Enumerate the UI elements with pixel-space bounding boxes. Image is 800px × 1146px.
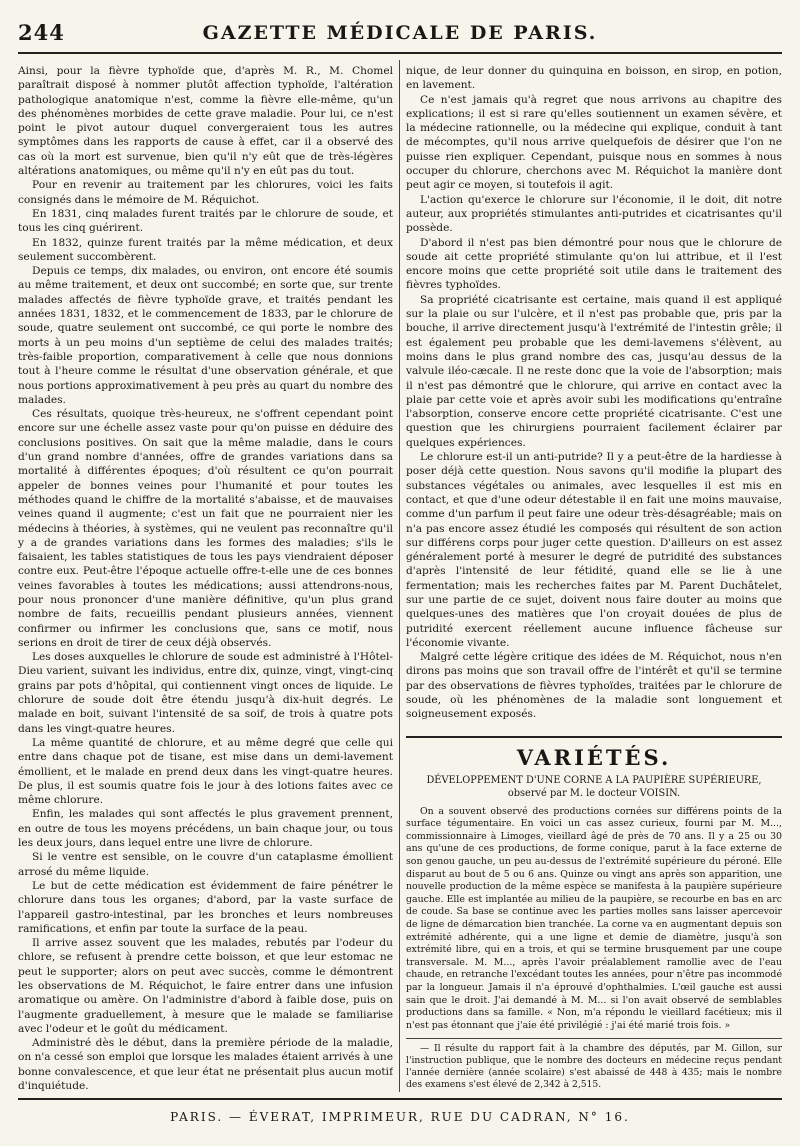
section-title-varietes: VARIÉTÉS. (516, 744, 672, 770)
paragraph: Malgré cette légère critique des idées de M. Réquichot, nous n'en dirons pas moins que son travail offre de l'intérêt et qu'il se termine par des observations de fièvres typhoïdes, traitées par le chlorure de soude, où les phénomènes de la maladie sont longuement et soigneusement exposés. (406, 651, 782, 721)
section-divider (406, 736, 782, 738)
paragraph: D'abord il n'est pas bien démontré pour nous que le chlorure de soude ait cette propriété stimulante qu'on lui attribue, et il l'est encore moins que cette propriété soit utile dans le traitement des fièvres typhoïdes. (406, 236, 782, 292)
paragraph: La même quantité de chlorure, et au même degré que celle qui entre dans chaque pot de tisane, est mise dans un demi-lavement émollient, et le malade en prend deux dans les vingt-quatre heures. De plus, il est soumis quatre fois le jour à des lotions faites avec ce même chlorure. (18, 736, 393, 807)
paragraph: Il arrive assez souvent que les malades, rebutés par l'odeur du chlore, se refusent à prendre cette boisson, et que leur estomac ne peut le supporter; alors on peut avec succès, comme le démontrent les observations de M. Réquichot, le faire entrer dans une infusion aromatique ou amère. On l'administre d'abord à faible dose, puis on l'augmente graduellement, à mesure que le malade se familiarise avec l'odeur et le goût du médicament. (18, 937, 393, 1035)
paragraph: Le but de cette médication est évidemment de faire pénétrer le chlorure dans tous les organes; d'abord, par la vaste surface de l'appareil gastro-intestinal, par les bronches et leurs nombreuses ramifications, et enfin par toute la surface de la peau. (18, 879, 393, 935)
journal-title: GAZETTE MÉDICALE DE PARIS. (202, 22, 598, 44)
page-header (18, 18, 782, 54)
paragraph: En 1831, cinq malades furent traités par le chlorure de soude, et tous les cinq guérirent. (18, 207, 393, 235)
paragraph: Sa propriété cicatrisante est certaine, mais quand il est appliqué sur la plaie ou sur l'ulcère, et il n'est pas probable que, pris par la bouche, il arrive directement jusqu'à l'extrémité de l'intestin grêle; il est également peu probable que les demi-lavemens s'élèvent, au moins dans le plus grand nombre des cas, jusqu'au dessus de la valvule iléo-cæcale. Il ne reste donc que la voie de l'absorption; mais il n'est pas démontré que le chlorure, qui arrive en contact avec la plaie par cette voie et après avoir subi les modifications qu'entraîne l'absorption, conserve encore cette propriété cicatrisante. C'est une question que les chirurgiens pourraient facilement éclairer par quelques expériences. (406, 293, 782, 449)
article-title: DÉVELOPPEMENT D'UNE CORNE A LA PAUPIÈRE SUPÉRIEURE, observé par M. le docteur VOISIN. (426, 774, 762, 799)
paragraph: Enfin, les malades qui sont affectés le plus gravement prennent, en outre de tous les moyens précédens, un bain chaque jour, ou tous les deux jours, dans lequel entre une livre de chlorure. (18, 808, 393, 850)
article-body: On a souvent observé des productions cornées sur différens points de la surface tégumentaire. En voici un cas assez curieux, fourni par M. M..., commissionnaire à Limoges, vieillard âgé de près de 70 ans. Il y a 25 ou 30 ans qu'une de ces productions, de forme conique, parut à la face externe de son genou gauche, un peu au-dessus de l'extrémité supérieure du péroné. Elle disparut au bout de 5 ou 6 ans. Quinze ou vingt ans après son apparition, une nouvelle production de la même espèce se manifesta à la paupière supérieure gauche. Elle est implantée au milieu de la paupière, se recourbe en bas en arc de coude. Sa base se continue avec les parties molles sans laisser apercevoir de ligne de démarcation bien tranchée. La corne va en augmentant depuis son extrémité adhérente, qui a une ligne et demie de diamètre, jusqu'à son extrémité libre, qui en a trois, et qui se termine brusquement par une coupe transversale. M. M..., après l'avoir préalablement ramollie avec de l'eau chaude, en retranche l'excédant toutes les années, pour n'être pas incommodé par la longueur. Jamais il n'a éprouvé d'ophthalmies. L'œil gauche est aussi sain que le droit. J'ai demandé à M. M... si l'on avait observé de semblables productions dans sa famille. « Non, m'a répondu le vieillard facétieux; mis il n'est pas étonnant que j'aie été privilégié : j'ai été marié trois fois. » (406, 805, 782, 1031)
page-number: 244 (18, 20, 65, 45)
paragraph: Les doses auxquelles le chlorure de soude est administré à l'Hôtel-Dieu varient, suivant les individus, entre dix, quinze, vingt, vingt-cinq grains par pots d'hôpital, qui contiennent vingt onces de liquide. Le chlorure de soude doit être étendu jusqu'à dix-huit degrés. Le malade en boit, suivant l'intensité de sa soif, de trois à quatre pots dans les vingt-quatre heures. (18, 651, 393, 735)
paragraph: L'action qu'exerce le chlorure sur l'économie, il le doit, dit notre auteur, aux propriétés stimulantes anti-putrides et cicatrisantes qu'il possède. (406, 193, 782, 235)
paragraph: Pour en revenir au traitement par les chlorures, voici les faits consignés dans le mémoire de M. Réquichot. (18, 179, 393, 206)
paragraph: Ce n'est jamais qu'à regret que nous arrivons au chapitre des explications; il est si rare qu'elles soutiennent un examen sévère, et la médecine rationnelle, ou la médecine qui explique, conduit à tant de mécomptes, qu'il nous arrive quelquefois de désirer que l'on ne puisse rien expliquer. Cependant, puisque nous en sommes à nous occuper du chlorure, cherchons avec M. Réquichot la manière dont peut agir ce moyen, si toutefois il agit. (406, 93, 782, 192)
page-footer: PARIS. — ÉVERAT, IMPRIMEUR, RUE DU CADRAN, N° 16. (18, 1098, 782, 1124)
paragraph: Depuis ce temps, dix malades, ou environ, ont encore été soumis au même traitement, et deux ont succombé; en sorte que, sur trente malades affectés de fièvre typhoïde grave, et traités pendant les années 1831, 1832, et le commencement de 1833, par le chlorure de soude, quatre seulement ont succombé, ce qui porte le nombre des morts à un peu moins d'un septième de celui des malades traités; très-faible proportion, comparativement à celle que nous donnions tout à l'heure comme le résultat d'une observation générale, et que nous portions approximativement à peu près au quart du nombre des malades. (18, 265, 393, 406)
paragraph: Ces résultats, quoique très-heureux, ne s'offrent cependant point encore sur une échelle assez vaste pour qu'on puisse en déduire des conclusions positives. On sait que la même maladie, dans le cours d'un grand nombre d'années, offre de grandes variations dans sa mortalité à différentes époques; d'où résultent ce qu'on pourrait appeler de bonnes veines pour l'humanité et pour toutes les méthodes quand le chiffre de la mortalité s'abaisse, et de mauvaises veines quand il augmente; c'est un fait que ne pourraient nier les médecins à théories, à systèmes, qui ne veulent pas reconnaître qu'il y a de grandes variations dans les formes des maladies; s'ils le faisaient, les tables statistiques de tous les pays viendraient déposer contre eux. Peut-être l'époque actuelle offre-t-elle une de ces bonnes veines favorables à toutes les médications; aussi attendrons-nous, pour nous prononcer d'une manière définitive, qu'un plus grand nombre de faits, recueillis pendant plusieurs années, viennent confirmer ou infirmer les conclusions que, sans ce motif, nous serions en droit de tirer de ceux déjà observés. (18, 408, 393, 649)
paragraph: En 1832, quinze furent traités par la même médication, et deux seulement succombèrent. (18, 236, 393, 263)
footnote-divider (406, 1038, 782, 1039)
left-column (18, 64, 393, 1092)
column-rule (399, 60, 400, 1092)
paragraph: Si le ventre est sensible, on le couvre d'un cataplasme émollient arrosé du même liquide. (18, 851, 393, 878)
footnote: — Il résulte du rapport fait à la chambre des députés, par M. Gillon, sur l'instruction publique, que le nombre des docteurs en médecine reçus pendant l'année dernière (année scolaire) s'est abaissé de 448 à 435; mais le nombre des examens s'est élevé de 2,342 à 2,515. (406, 1043, 782, 1091)
paragraph: Ainsi, pour la fièvre typhoïde que, d'après M. R., M. Chomel paraîtrait disposé à nommer plutôt affection typhoïde, l'altération pathologique anatomique n'est, comme la fièvre elle-même, qu'un des phénomènes morbides de cette grave maladie. Pour lui, ce n'est point le pivot autour duquel convergeraient tous les autres symptômes dans les rapports de cause à effet, car il a observé des cas où la mort est survenue, bien qu'il n'y eût que de très-légères altérations anatomiques, ou même qu'il n'y en eût pas du tout. (18, 65, 393, 178)
paragraph: Le chlorure est-il un anti-putride? Il y a peut-être de la hardiesse à poser déjà cette question. Nous savons qu'il modifie la plupart des substances végétales ou animales, avec lesquelles il est mis en contact, et que d'une odeur détestable il en fait une moins mauvaise, comme d'un parfum il peut faire une odeur très-désagréable; mais on n'a pas encore assez étudié les composés qui résultent de son action sur différens corps pour juger cette question. D'ailleurs on est assez généralement porté à mesurer le degré de putridité des substances d'après l'intensité de leur fétidité, quand elle se lie à une fermentation; mais les recherches faites par M. Parent Duchâtelet, sur une partie de ce sujet, doivent nous faire douter au moins que quelques-unes des matières que l'on croyait douées de plus de putridité exercent réellement aucune influence fâcheuse sur l'économie vivante. (406, 451, 782, 649)
right-column (406, 64, 782, 1092)
paragraph: Administré dès le début, dans la première période de la maladie, on n'a cessé son emploi que lorsque les malades étaient arrivés à une bonne convalescence, et que leur état ne présentait plus aucun motif d'inquiétude. (18, 1037, 393, 1092)
paragraph: nique, de leur donner du quinquina en boisson, en sirop, en potion, en lavement. (406, 65, 782, 92)
